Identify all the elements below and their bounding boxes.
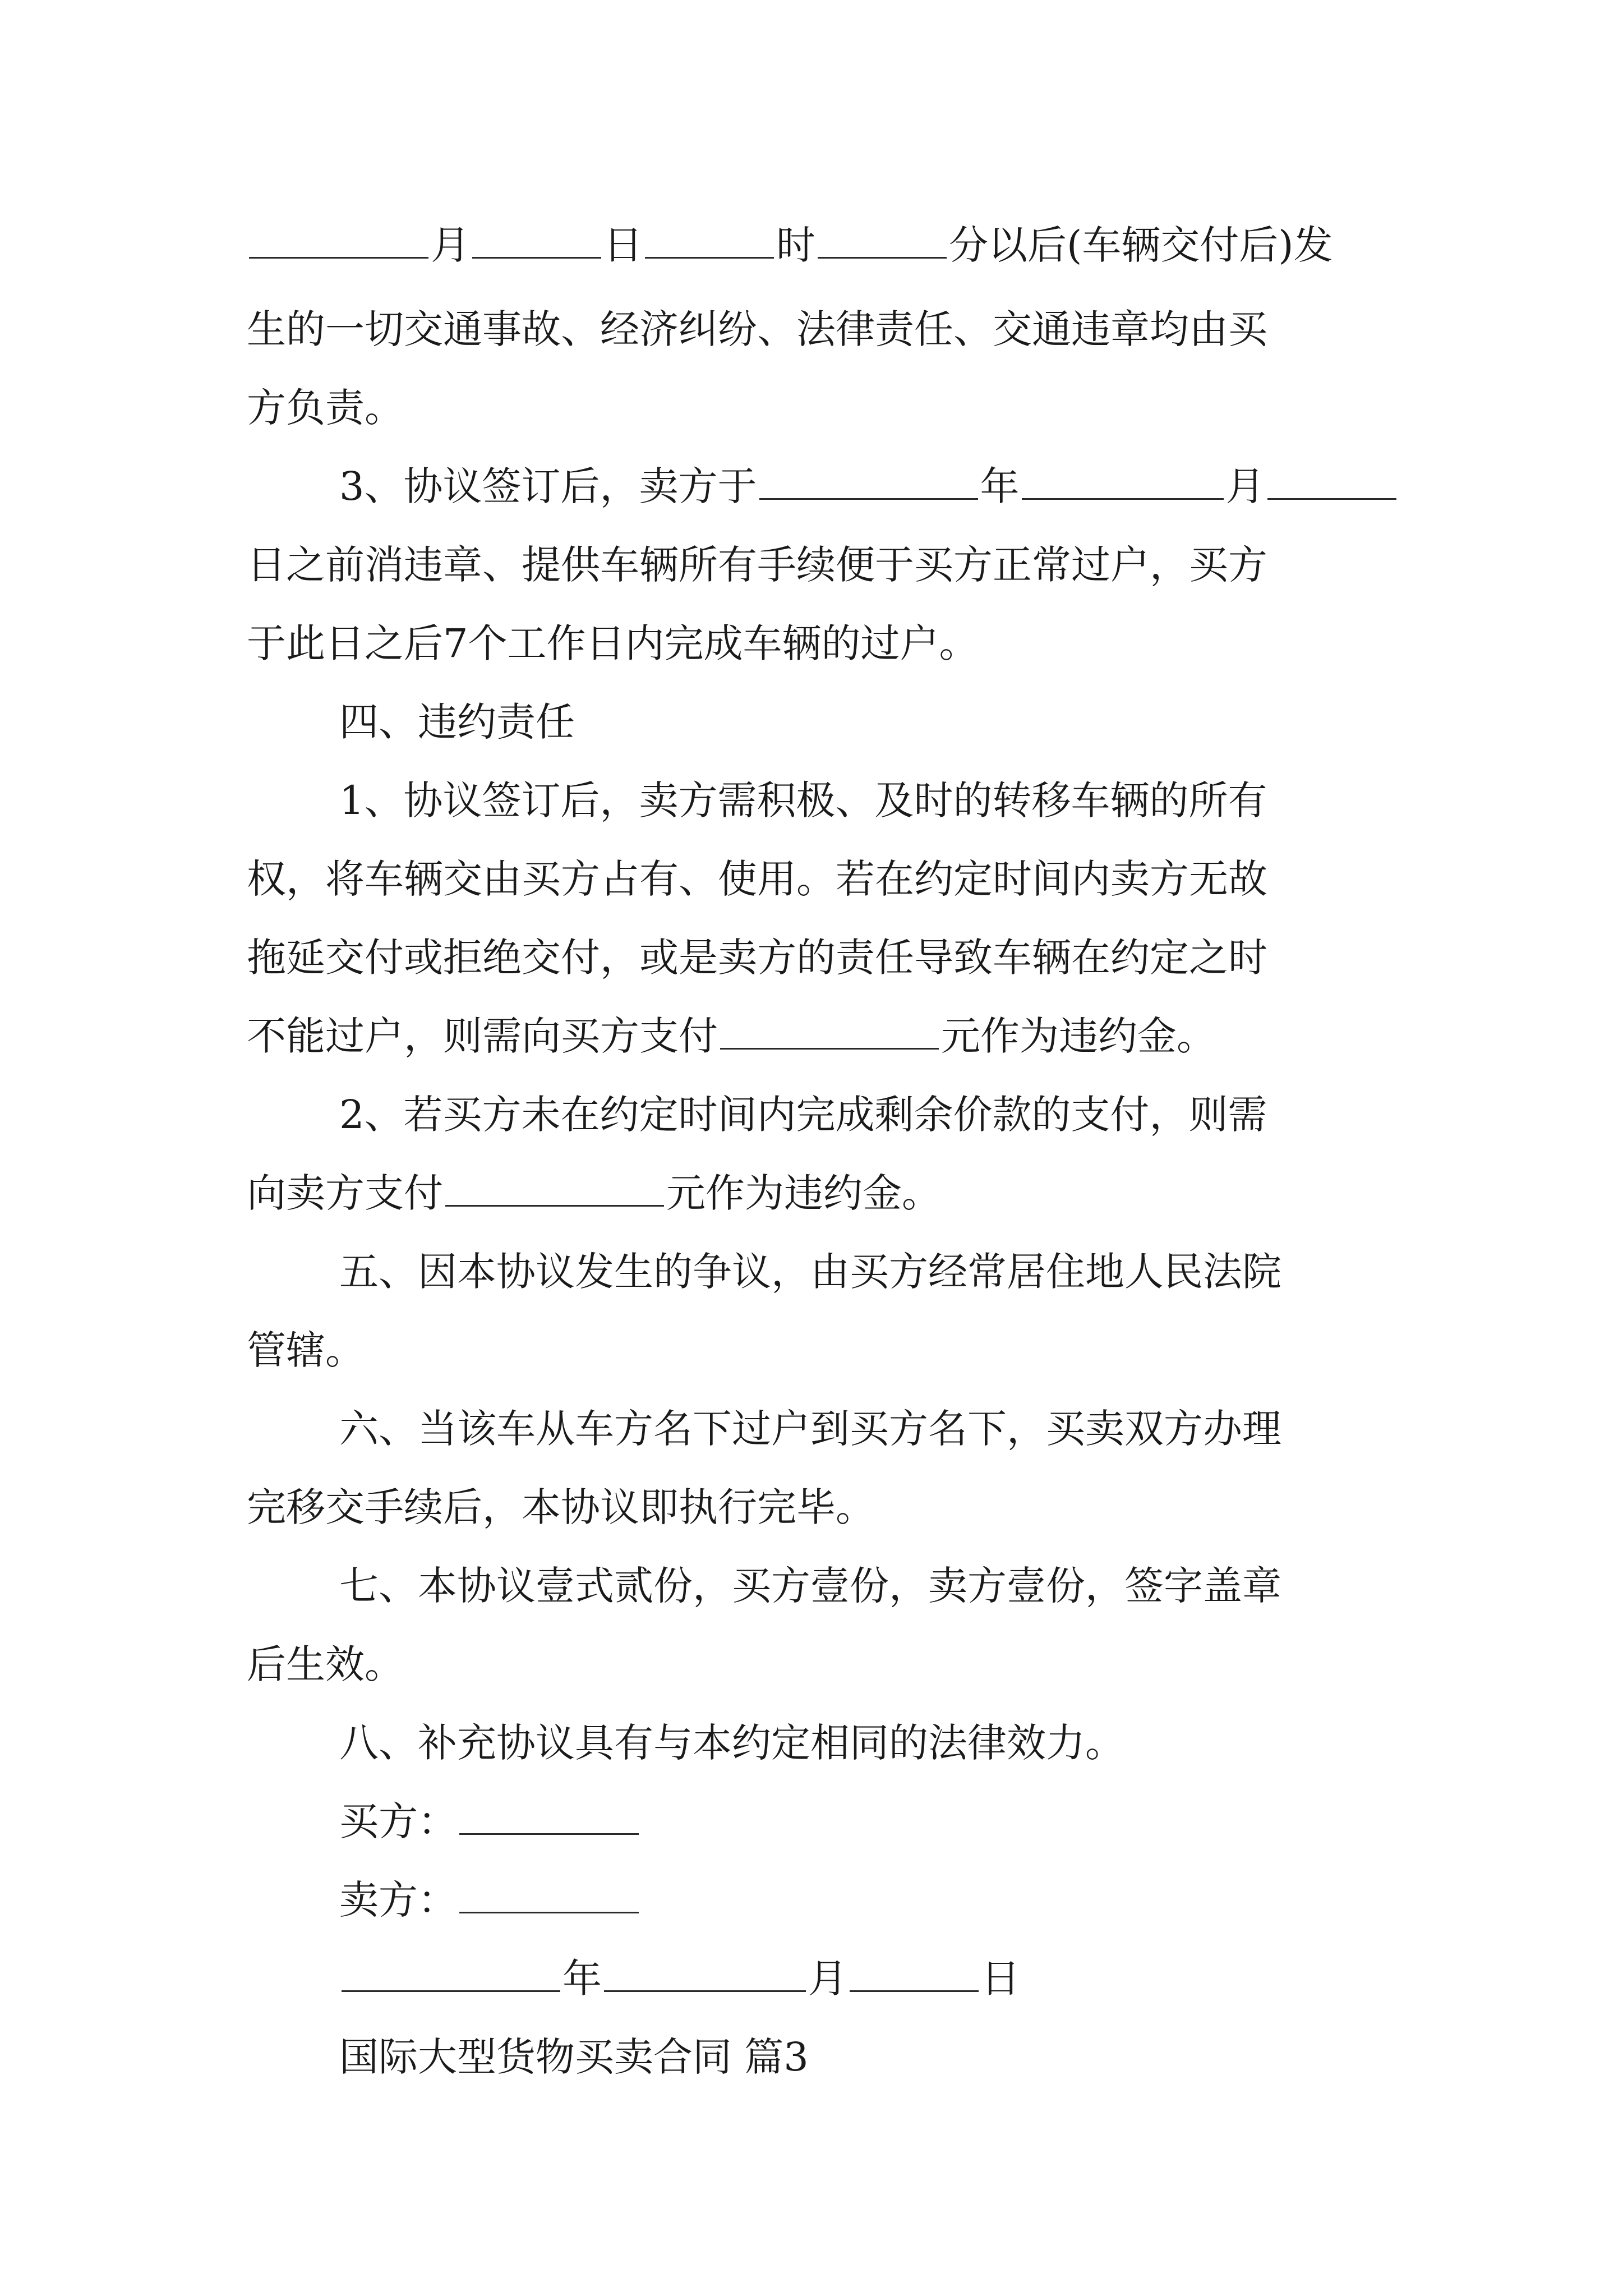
text-line-19: 后生效。	[247, 1641, 404, 1687]
blank-day-2[interactable]	[1267, 463, 1396, 500]
label-month-2: 月	[1225, 463, 1265, 509]
label-day: 日	[603, 222, 643, 268]
label-sign-month: 月	[808, 1955, 847, 2001]
clause-3-intro: 3、协议签订后，卖方于	[339, 463, 757, 509]
label-year: 年	[980, 463, 1020, 509]
penalty-buyer-tail: 元作为违约金。	[666, 1170, 941, 1216]
seller-signature-row	[339, 1858, 641, 1942]
text-line-6: 于此日之后7个工作日内完成车辆的过户。	[247, 620, 979, 666]
text-line-12: 2、若买方未在约定时间内完成剩余价款的支付，则需	[339, 1092, 1267, 1138]
label-hour: 时	[776, 222, 815, 268]
blank-hour[interactable]	[645, 222, 774, 259]
text-line-16: 六、当该车从车方名下过户到买方名下，买卖双方办理	[339, 1406, 1281, 1452]
text-line-10: 拖延交付或拒绝交付，或是卖方的责任导致车辆在约定之时	[247, 935, 1267, 981]
text-line-18: 七、本协议壹式贰份，买方壹份，卖方壹份，签字盖章	[339, 1563, 1281, 1609]
blank-month-2[interactable]	[1022, 463, 1224, 500]
text-line-3: 方负责。	[247, 385, 404, 431]
text-line-8: 1、协议签订后，卖方需积极、及时的转移车辆的所有	[339, 777, 1267, 823]
text-line-4	[339, 444, 1399, 528]
label-sign-year: 年	[562, 1955, 602, 2001]
blank-penalty-buyer[interactable]	[445, 1170, 664, 1207]
penalty-seller-text: 不能过户，则需向买方支付	[247, 1013, 718, 1059]
buyer-signature-field[interactable]	[459, 1798, 639, 1835]
blank-sign-year[interactable]	[342, 1955, 560, 1992]
text-line-9: 权，将车辆交由买方占有、使用。若在约定时间内卖方无故	[247, 856, 1267, 902]
text-line-20: 八、补充协议具有与本约定相同的法律效力。	[339, 1720, 1124, 1766]
blank-minute[interactable]	[818, 222, 947, 259]
penalty-seller-tail: 元作为违约金。	[941, 1013, 1216, 1059]
text-line-14: 五、因本协议发生的争议，由买方经常居住地人民法院	[339, 1249, 1281, 1295]
label-sign-day: 日	[981, 1955, 1020, 2001]
penalty-buyer-text: 向卖方支付	[247, 1170, 443, 1216]
text-line-15: 管辖。	[247, 1327, 365, 1373]
blank-day[interactable]	[472, 222, 601, 259]
next-contract-heading: 国际大型货物买卖合同 篇3	[339, 2034, 809, 2080]
label-minute-tail: 分以后(车辆交付后)发	[949, 222, 1333, 268]
buyer-signature-row	[339, 1779, 641, 1864]
text-line-1	[247, 203, 1333, 287]
section-heading-4: 四、违约责任	[339, 699, 575, 745]
text-line-11	[247, 994, 1216, 1078]
text-line-13	[247, 1151, 941, 1235]
seller-label: 卖方：	[339, 1877, 457, 1923]
signing-date-row	[339, 1936, 1020, 2021]
blank-year[interactable]	[759, 463, 978, 500]
buyer-label: 买方：	[339, 1798, 457, 1844]
blank-sign-day[interactable]	[850, 1955, 979, 1992]
label-month: 月	[431, 222, 470, 268]
seller-signature-field[interactable]	[459, 1877, 639, 1913]
text-line-2: 生的一切交通事故、经济纠纷、法律责任、交通违章均由买	[247, 306, 1267, 352]
blank-sign-month[interactable]	[604, 1955, 806, 1992]
text-line-17: 完移交手续后，本协议即执行完毕。	[247, 1484, 875, 1530]
blank-penalty-seller[interactable]	[720, 1013, 939, 1050]
text-line-5: 日之前消违章、提供车辆所有手续便于买方正常过户，买方	[247, 542, 1267, 588]
blank-month[interactable]	[249, 222, 428, 259]
